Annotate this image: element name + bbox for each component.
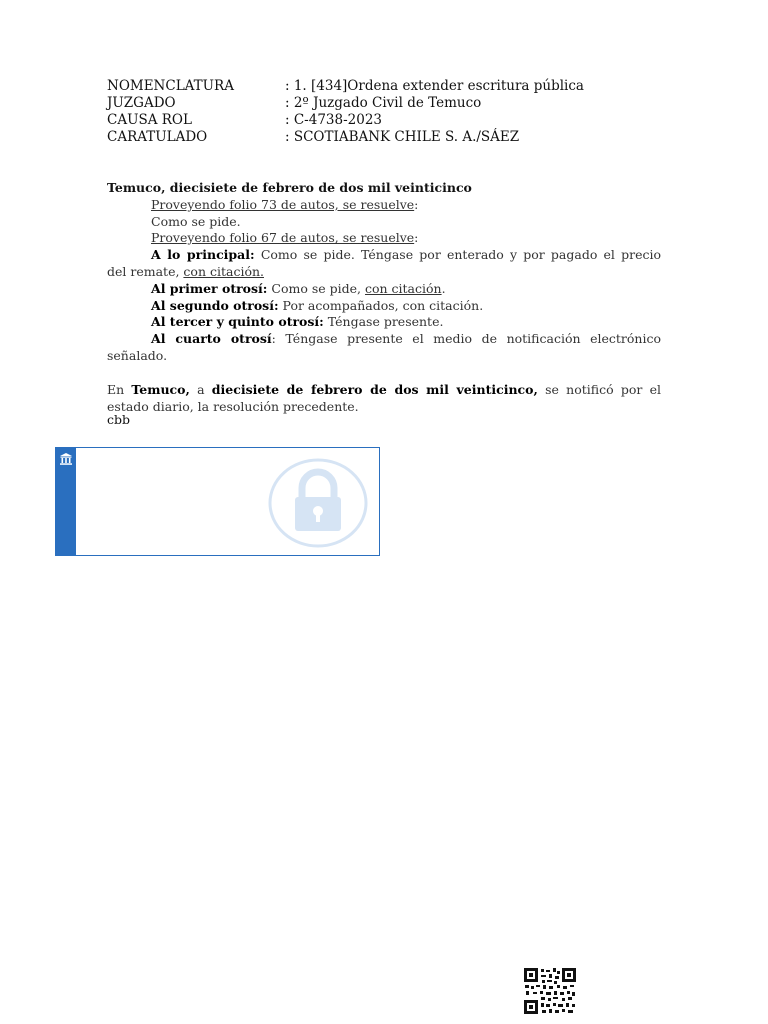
principal-label: A lo principal:	[151, 247, 255, 263]
primer-otrosi-label: Al primer otrosí:	[151, 280, 268, 296]
resolution-date: Temuco, diecisiete de febrero de dos mil veinticinco	[107, 180, 472, 195]
principal-cont-text: del remate,	[107, 263, 184, 279]
header-value: : SCOTIABANK CHILE S. A./SÁEZ	[285, 129, 520, 145]
qr-code	[524, 968, 576, 1014]
case-header	[107, 78, 584, 146]
header-value: : C-4738-2023	[285, 112, 383, 128]
tercer-otrosi-label: Al tercer y quinto otrosí:	[151, 314, 324, 330]
folio-73-colon: :	[414, 196, 419, 212]
notification-rest: se notificó por el	[537, 381, 661, 397]
header-label: JUZGADO	[107, 95, 176, 111]
folio-73-text: Proveyendo folio 73 de autos, se resuelve	[151, 196, 415, 212]
como-se-pide-line: Como se pide.	[151, 213, 241, 229]
notification-line-1	[107, 382, 661, 399]
notification-a: a	[189, 381, 212, 397]
tercer-otrosi-line	[107, 314, 661, 331]
signature-sidebar	[56, 448, 76, 555]
header-label: CAUSA ROL	[107, 112, 192, 128]
header-value: : 1. [434]Ordena extender escritura pública	[285, 78, 584, 94]
notification-city: Temuco,	[131, 381, 190, 397]
header-row-juzgado	[107, 95, 584, 112]
primer-otrosi-text: Como se pide,	[267, 280, 365, 296]
folio-67-line	[107, 230, 661, 247]
notification-en: En	[107, 381, 132, 397]
principal-continuation	[107, 264, 661, 281]
notification-initials: cbb	[107, 412, 131, 428]
cuarto-otrosi-continuation: señalado.	[107, 347, 168, 363]
segundo-otrosi-line	[107, 298, 661, 315]
notification-block	[107, 382, 661, 429]
header-row-nomenclatura	[107, 78, 584, 95]
primer-otrosi-end: .	[441, 280, 446, 296]
header-value: : 2º Juzgado Civil de Temuco	[285, 95, 482, 111]
principal-text: Como se pide. Téngase por enterado y por pagado el precio	[254, 247, 662, 263]
lock-icon	[268, 458, 368, 548]
header-row-caratulado	[107, 129, 584, 146]
primer-otrosi-citacion: con citación	[364, 280, 442, 296]
folio-67-colon: :	[414, 230, 419, 246]
header-label: NOMENCLATURA	[107, 78, 234, 94]
principal-citacion: con citación.	[183, 263, 264, 279]
primer-otrosi-line	[107, 281, 661, 298]
cuarto-otrosi-label: Al cuarto otrosí	[151, 331, 272, 347]
header-row-causa-rol	[107, 112, 584, 129]
bank-icon	[59, 452, 73, 466]
digital-signature-box	[55, 447, 380, 556]
principal-line	[107, 247, 661, 264]
cuarto-otrosi-line	[107, 331, 661, 348]
tercer-otrosi-text: Téngase presente.	[323, 314, 444, 330]
segundo-otrosi-label: Al segundo otrosí:	[151, 297, 279, 313]
resolution-body	[107, 180, 661, 429]
folio-73-line	[107, 197, 661, 214]
cuarto-otrosi-text: : Téngase presente el medio de notificación electrónico	[271, 331, 661, 347]
folio-67-text: Proveyendo folio 67 de autos, se resuelve	[151, 230, 415, 246]
header-label: CARATULADO	[107, 129, 208, 145]
notification-date: diecisiete de febrero de dos mil veinticinco,	[211, 381, 538, 397]
segundo-otrosi-text: Por acompañados, con citación.	[278, 297, 484, 313]
notification-line-2: estado diario, la resolución precedente.	[107, 398, 359, 414]
